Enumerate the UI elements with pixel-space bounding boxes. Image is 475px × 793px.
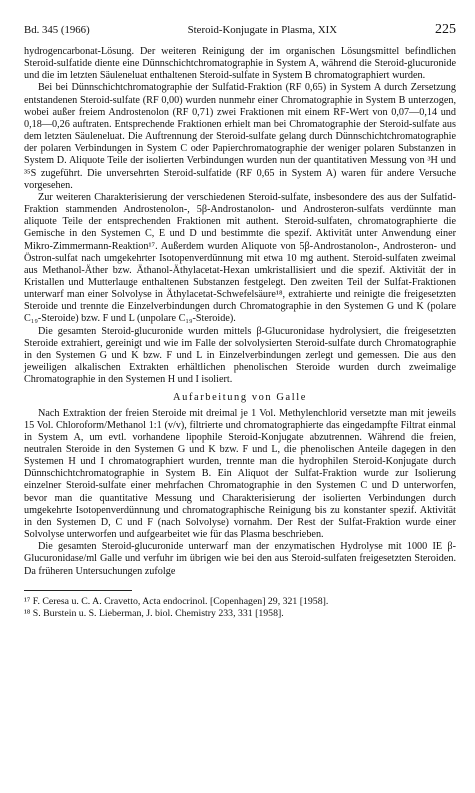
paragraph: hydrogencarbonat-Lösung. Der weiteren Reinigung der im organischen Lösungsmittel befindlichen Steroid-sulfatide diente eine Dünnschichtchromatographie in System A, während die Steroid-glucuronide und die im letzten Säuleneluat enthaltenen Steroid-sulfate in System B chromatographiert wurden. <box>24 46 456 82</box>
footnotes <box>24 596 456 620</box>
footnote-divider <box>24 590 132 591</box>
article-body <box>24 46 456 578</box>
footnote: ¹⁷ F. Ceresa u. C. A. Cravetto, Acta endocrinol. [Copenhagen] 29, 321 [1958]. <box>24 595 329 607</box>
paragraph: Bei bei Dünnschichtchromatographie der Sulfatid-Fraktion (RF 0,65) in System A durch Zersetzung entstandenen Steroid-sulfate (RF 0,00) wurden nunmehr einer Chromatographie in System B unterzogen, wobei außer freiem Androstenolon (RF 0,71) zwei Fraktionen mit einem RF-Wert von 0,07—0,14 und 0,18—0,26 auftraten. Entsprechende Fraktionen erhielt man bei Chromatographie der Steroid-sulfate aus dem letzten Säuleneluat. Die Auftrennung der Steroid-sulfate gelang durch Dünnschichtchromatographie der polaren Verbindungen in System C oder Papierchromatographie der weniger polaren Substanzen in System D. Aliquote Teile der isolierten Verbindungen wurden nun der quantitativen Messung von ³H und ³⁵S zugeführt. Die unversehrten Steroid-sulfatide (RF 0,65 in System A) waren für andere Versuche vorgesehen. <box>24 82 456 191</box>
section-heading: Aufarbeitung von Galle <box>173 392 307 404</box>
running-title: Steroid-Konjugate in Plasma, XIX <box>187 24 338 36</box>
page-number: 225 <box>435 22 456 37</box>
paragraph: Zur weiteren Charakterisierung der verschiedenen Steroid-sulfate, insbesondere des aus der Sulfatid-Fraktion stammenden Androstenolon-, 5β-Androstanolon- und Androsteron-sulfats verdünnte man aliquote Teile der entsprechenden Fraktionen mit authent. Steroid-sulfaten, chromatographierte die Gemische in den Systemen C, E und D und bestimmte die spezif. Aktivität unter Anwendung einer Mikro-Zimmermann-Reaktion¹⁷. Außerdem wurden Aliquote von 5β-Androstanolon-, Androsteron- und Östron-sulfat nach umgekehrter Isotopenverdünnung mit etwa 10 mg authent. Steroid-sulfaten zweimal aus Methanol-Äther bzw. Äthanol-Äthylacetat-Hexan umkristallisiert und die spezif. Aktivität der in Kristallen und Mutterlauge enthaltenen Substanzen festgelegt. Den zweiten Teil der Sulfat-Fraktionen unterwarf man einer Solvolyse in Äthylacetat-Schwefelsäure¹⁸, extrahierte und reinigte die freigesetzten Steroide und trennte die Einzelverbindungen durch Chromatographie in den Systemen G und K (polare C₁₉-Steroide) bzw. F und L (unpolare C₁₉-Steroide). <box>24 191 456 325</box>
paragraph: Die gesamten Steroid-glucuronide wurden mittels β-Glucuronidase hydrolysiert, die freigesetzten Steroide extrahiert, gereinigt und wie im Falle der solvolysierten Steroid-sulfate durch Chromatographie in den Systemen G und K bzw. F und L in Einzelverbindungen zerlegt und gemessen. Die aus den jeweiligen alkalischen Extrakten erhältlichen phenolischen Steroide wurden durch zweimalige Chromatographie in den Systemen H und I isoliert. <box>24 325 456 386</box>
footnote: ¹⁸ S. Burstein u. S. Lieberman, J. biol. Chemistry 233, 331 [1958]. <box>24 607 284 619</box>
journal-page <box>24 22 456 620</box>
paragraph: Die gesamten Steroid-glucuronide unterwarf man der enzymatischen Hydrolyse mit 1000 IE β-Glucuronidase/ml Galle und verfuhr im übrigen wie bei den aus Steroid-sulfaten freigesetzten Steroiden. Da früheren Untersuchungen zufolge <box>24 541 456 577</box>
paragraph: Nach Extraktion der freien Steroide mit dreimal je 1 Vol. Methylenchlorid versetzte man mit jeweils 15 Vol. Chloroform/Methanol 1:1 (v/v), filtrierte und chromatographierte das eingedampfte Filtrat einmal in System A, um evtl. vorhandene lipophile Steroid-Konjugate abzutrennen. Während die freien, neutralen Steroide in den Systemen G und K bzw. F und L, die phenolischen Anteile dagegen in den Systemen H und I chromatographiert wurden, trennte man die hydrophilen Steroid-Konjugate durch Dünnschichtchromatographie in System B. Ein Aliquot der Sulfat-Fraktion wurde zur Isolierung einzelner Steroid-sulfate einer mehrfachen Chromatographie in den Systemen C und D unterworfen, bevor man die quantitative Messung und Charakterisierung der isolierten Verbindungen durch umgekehrte Isotopenverdünnung und chromatographische Reinigung bis zu konstanter spezif. Aktivität in den Systemen D, C und F (nach Solvolyse) vornahm. Der Rest der Sulfat-Fraktion wurde einer Solvolyse unterworfen und aufgearbeitet wie für das Plasma beschrieben. <box>24 407 456 541</box>
volume-info: Bd. 345 (1966) <box>24 24 90 36</box>
running-header <box>24 22 456 38</box>
